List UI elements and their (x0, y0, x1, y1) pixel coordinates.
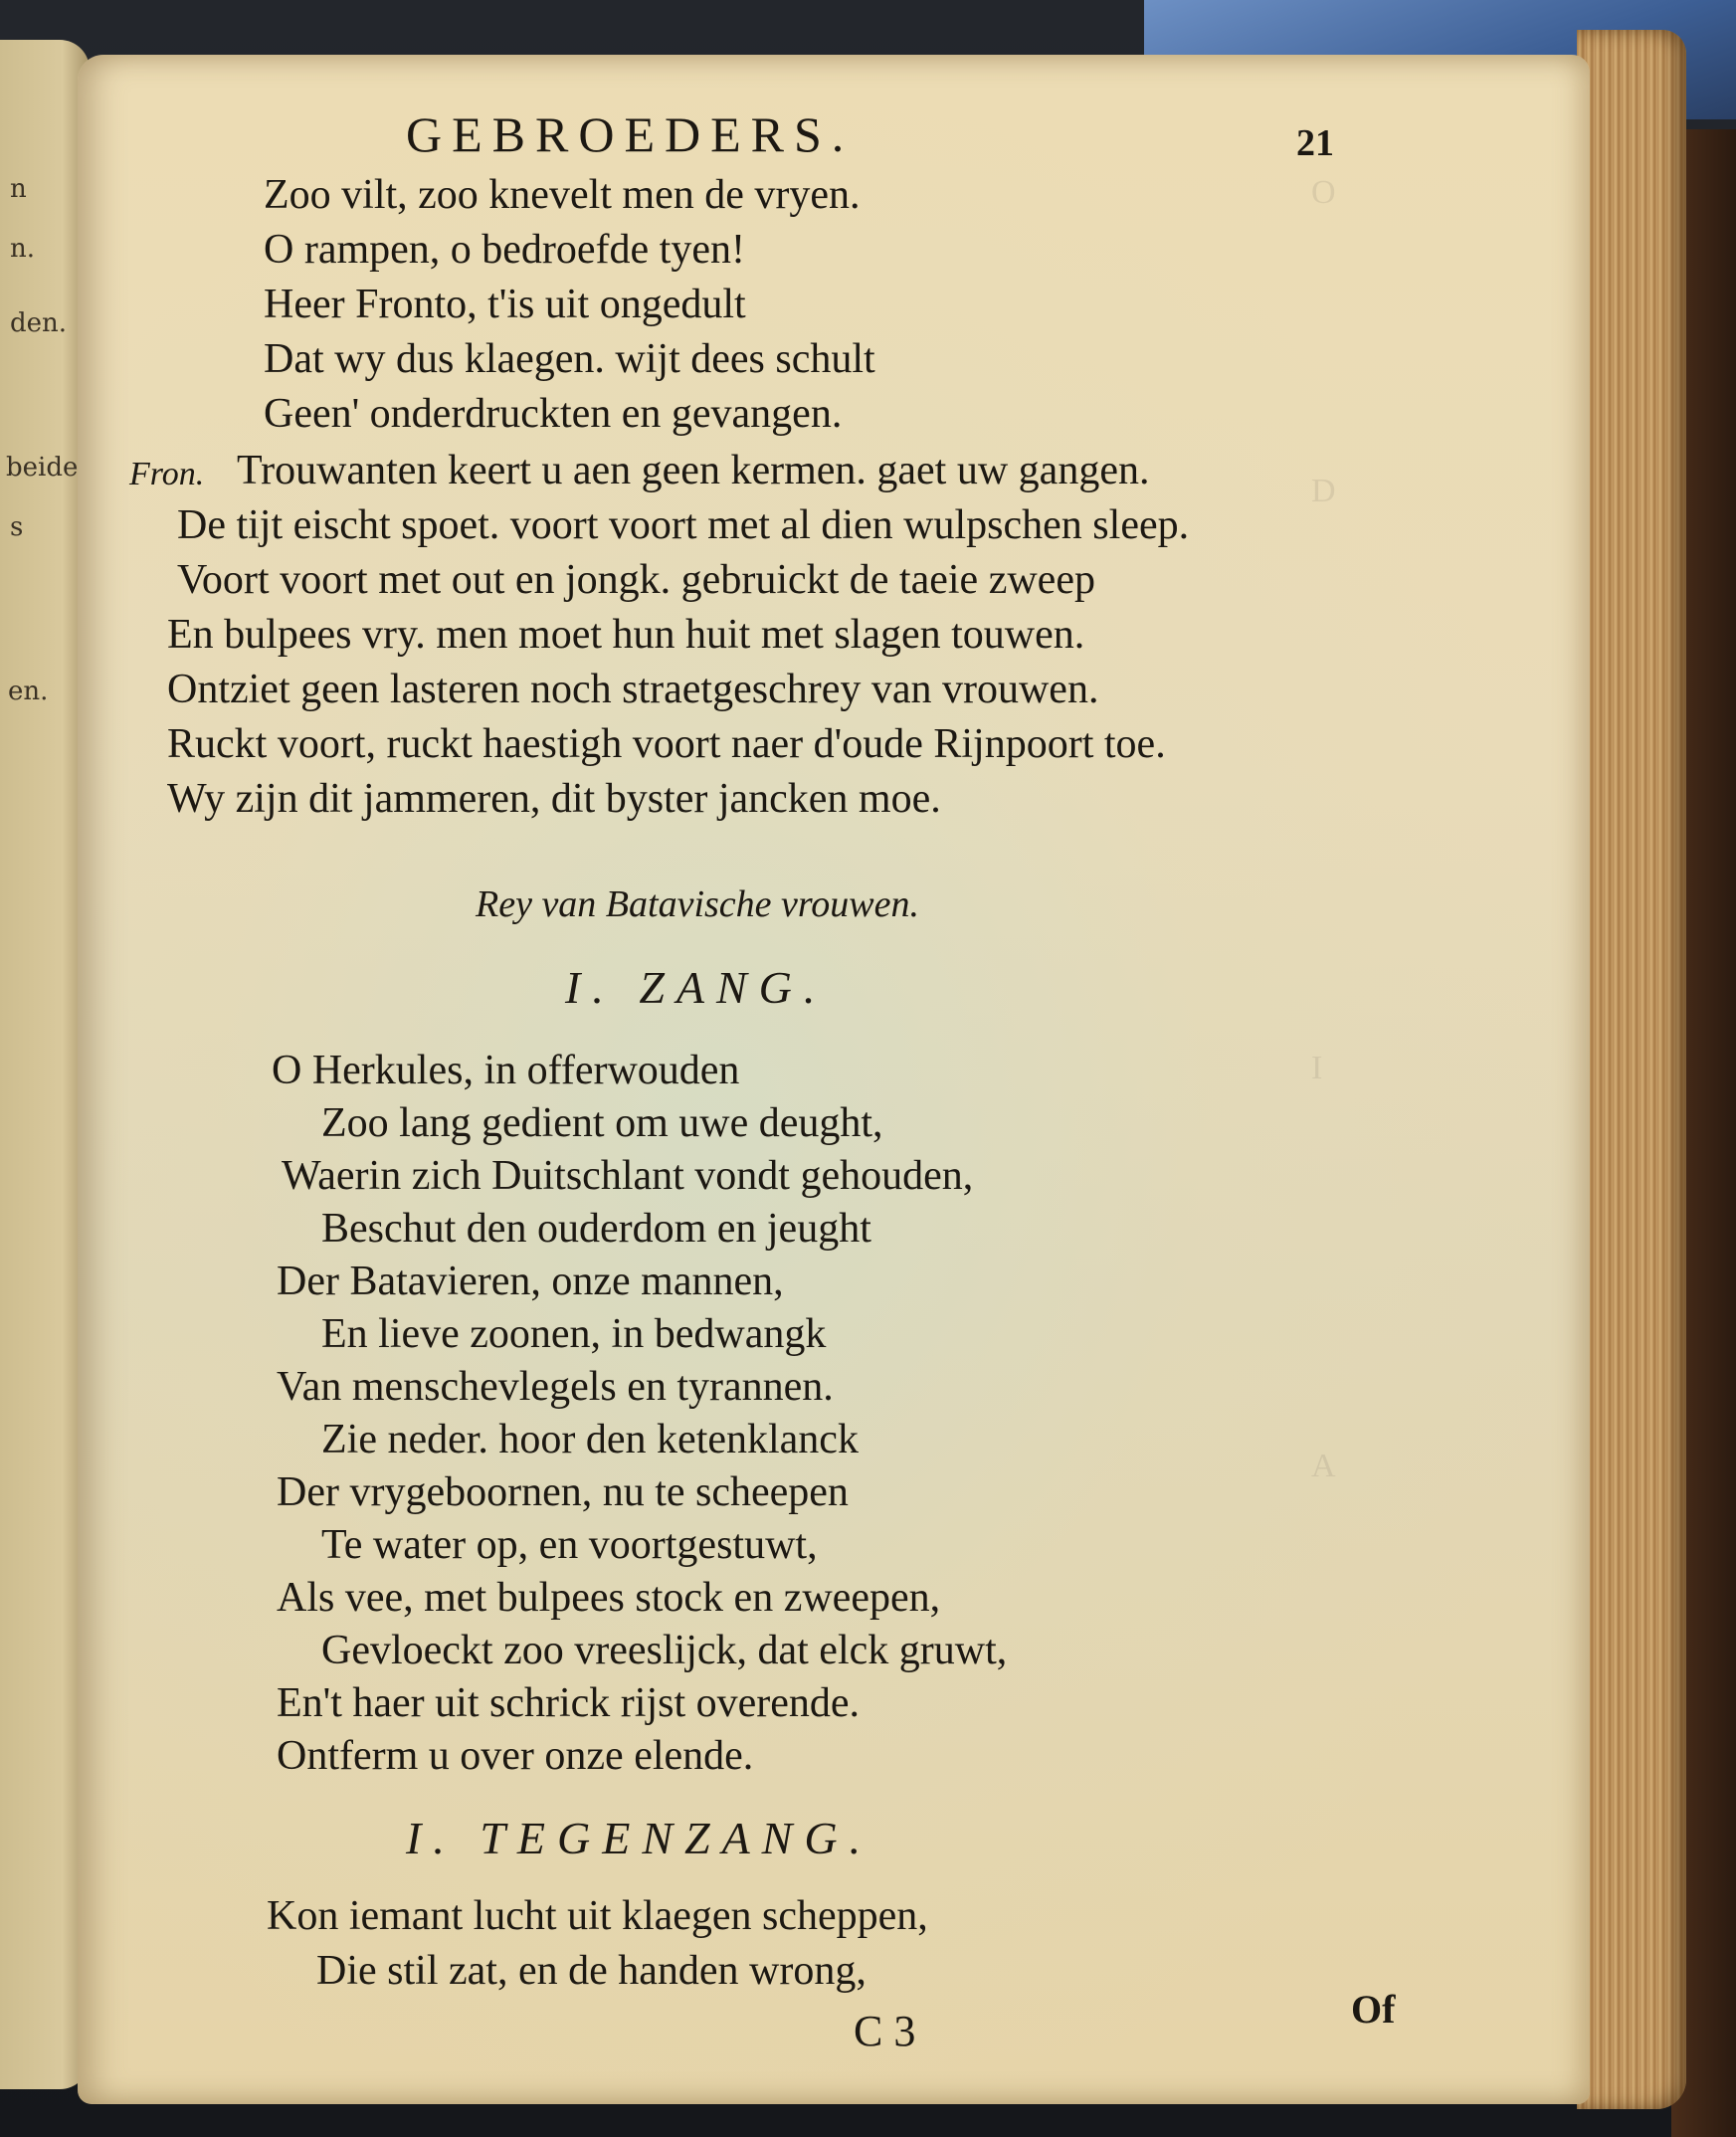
show-through: A (1311, 1448, 1336, 1484)
verse-line: Trouwanten keert u aen geen kermen. gaet uw gangen. (237, 448, 1150, 493)
verse-line: Ruckt voort, ruckt haestigh voort naer d'oude Rijnpoort toe. (167, 721, 1166, 767)
signature-mark: C 3 (854, 2007, 916, 2055)
show-through: I (1311, 1050, 1323, 1086)
speaker-label: Fron. (129, 456, 205, 492)
verse-line: Wy zijn dit jammeren, dit byster jancken moe. (167, 776, 941, 822)
verse-line: Zoo lang gedient om uwe deught, (321, 1100, 883, 1146)
verse-line: Heer Fronto, t'is uit ongedult (264, 282, 746, 327)
verse-line: O rampen, o bedroefde tyen! (264, 227, 745, 273)
verse-line: Voort voort met out en jongk. gebruickt de taeie zweep (177, 557, 1095, 603)
chorus-title: Rey van Batavische vrouwen. (476, 883, 919, 925)
verse-line: Waerin zich Duitschlant vondt gehouden, (282, 1153, 974, 1199)
verse-line: O Herkules, in offerwouden (272, 1048, 740, 1093)
verse-line: Ontziet geen lasteren noch straetgeschrey van vrouwen. (167, 667, 1099, 712)
margin-fragment: den. (10, 308, 68, 338)
show-through: D (1311, 473, 1336, 509)
margin-fragment: n. (10, 234, 36, 264)
margin-fragment: s (10, 512, 24, 542)
margin-fragment: beide (6, 453, 79, 483)
catchword: Of (1351, 1987, 1396, 2032)
verse-line: Die stil zat, en de handen wrong, (316, 1948, 867, 1994)
verse-line: Te water op, en voortgestuwt, (321, 1522, 818, 1568)
page-number: 21 (1296, 122, 1334, 164)
verse-line: Dat wy dus klaegen. wijt dees schult (264, 336, 875, 382)
margin-fragment: en. (8, 677, 49, 706)
section-heading-zang: I. ZANG. (565, 962, 828, 1013)
verse-line: En't haer uit schrick rijst overende. (277, 1680, 861, 1726)
verse-line: Der vrygeboornen, nu te scheepen (277, 1469, 849, 1515)
verse-line: Kon iemant lucht uit klaegen scheppen, (267, 1893, 928, 1939)
verse-line: De tijt eischt spoet. voort voort met al dien wulpschen sleep. (177, 502, 1190, 548)
verse-line: Beschut den ouderdom en jeught (321, 1206, 871, 1252)
page-stack-edge (1577, 30, 1686, 2109)
running-title: GEBROEDERS. (406, 106, 855, 162)
verse-line: Van menschevlegels en tyrannen. (277, 1364, 834, 1410)
verse-line: En lieve zoonen, in bedwangk (321, 1311, 827, 1357)
verse-line: Als vee, met bulpees stock en zweepen, (277, 1575, 941, 1621)
verse-line: Der Batavieren, onze mannen, (277, 1259, 784, 1304)
verse-line: Gevloeckt zoo vreeslijck, dat elck gruwt, (321, 1628, 1008, 1673)
margin-fragment: n (10, 174, 27, 204)
verse-line: Ontferm u over onze elende. (277, 1733, 754, 1779)
verse-line: Zie neder. hoor den ketenklanck (321, 1417, 859, 1462)
section-heading-tegenzang: I. TEGENZANG. (406, 1813, 873, 1863)
verse-line: Geen' onderdruckten en gevangen. (264, 391, 843, 437)
show-through: O (1311, 174, 1336, 211)
verse-line: En bulpees vry. men moet hun huit met slagen touwen. (167, 612, 1085, 658)
left-page-edge (0, 40, 90, 2089)
book-page (78, 55, 1590, 2104)
verse-line: Zoo vilt, zoo knevelt men de vryen. (264, 172, 861, 218)
